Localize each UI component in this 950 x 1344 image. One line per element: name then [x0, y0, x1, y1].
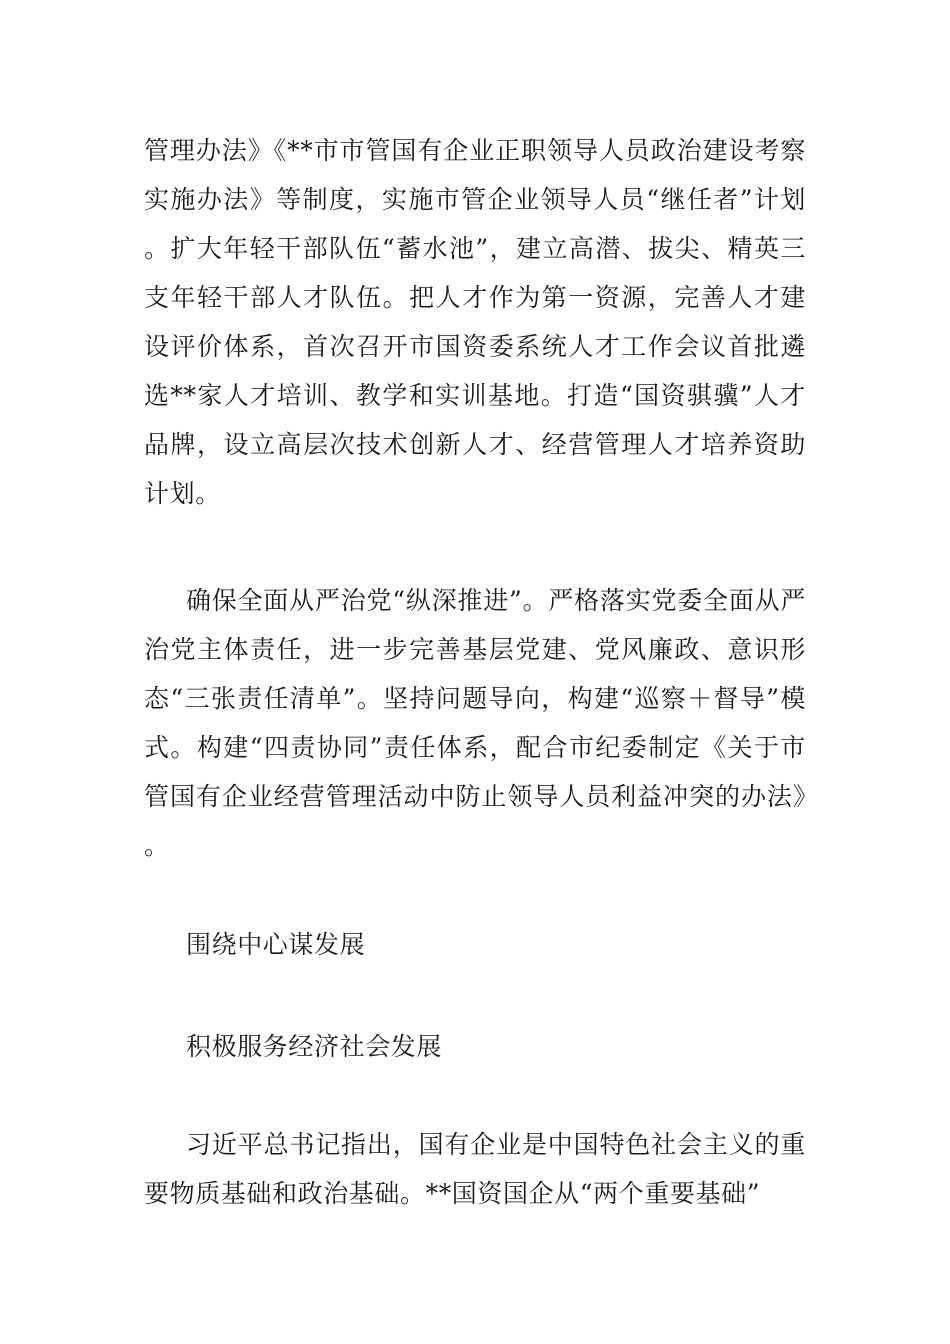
- paragraph-talent-management: 管理办法》《**市市管国有企业正职领导人员政治建设考察实施办法》等制度，实施市管企业领导人员“继任者”计划。扩大年轻干部队伍“蓄水池”，建立高潜、拔尖、精英三支年轻干部人才队伍。把人才作为第一资源，完善人才建设评价体系，首次召开市国资委系统人才工作会议首批遴选**家人才培训、教学和实训基地。打造“国资骐骥”人才品牌，设立高层次技术创新人才、经营管理人才培养资助计划。: [144, 136, 806, 508]
- subsection-heading-economic-service: 积极服务经济社会发展: [186, 1032, 443, 1061]
- paragraph-state-enterprise-foundation: 习近平总书记指出，国有企业是中国特色社会主义的重要物质基础和政治基础。**国资国企从“两个重要基础”: [144, 1130, 806, 1208]
- paragraph-party-discipline: 确保全面从严治党“纵深推进”。严格落实党委全面从严治党主体责任，进一步完善基层党建、党风廉政、意识形态“三张责任清单”。坚持问题导向，构建“巡察＋督导”模式。构建“四责协同”责任体系，配合市纪委制定《关于市管国有企业经营管理活动中防止领导人员利益冲突的办法》。: [144, 586, 806, 860]
- section-heading-development: 围绕中心谋发展: [186, 930, 366, 959]
